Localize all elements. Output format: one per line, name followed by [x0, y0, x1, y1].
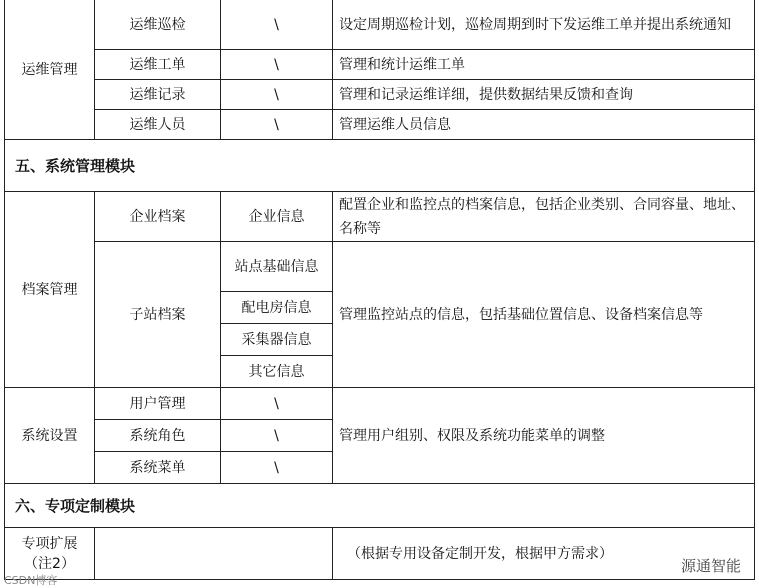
custom-empty-cell: [95, 528, 333, 580]
archive-desc-enterprise: 配置企业和监控点的档案信息，包括企业类别、合同容量、地址、名称等: [333, 192, 755, 242]
archive-sub-station-basic: 站点基础信息: [221, 242, 333, 292]
archive-sub-station-other: 其它信息: [221, 356, 333, 388]
settings-category: 系统设置: [5, 388, 95, 484]
archive-category: 档案管理: [5, 192, 95, 388]
ops-item-workorder: 运维工单: [95, 50, 221, 80]
watermark-logo: 源通智能: [680, 557, 741, 575]
ops-sub-staff: \: [221, 110, 333, 140]
section-title-6: 六、专项定制模块: [5, 484, 755, 528]
table-row: [5, 192, 755, 242]
table-row: [5, 242, 755, 292]
section-title-5: 五、系统管理模块: [5, 140, 755, 192]
settings-item-roles: 系统角色: [95, 420, 221, 452]
archive-sub-station-room: 配电房信息: [221, 292, 333, 324]
archive-desc-station: 管理监控站点的信息，包括基础位置信息、设备档案信息等: [333, 242, 755, 388]
ops-sub-record: \: [221, 80, 333, 110]
ops-desc-record: 管理和记录运维详细，提供数据结果反馈和查询: [333, 80, 755, 110]
archive-item-station: 子站档案: [95, 242, 221, 388]
section-row: [5, 140, 755, 192]
table-row: [5, 528, 755, 580]
table-row: [5, 388, 755, 420]
ops-desc-workorder: 管理和统计运维工单: [333, 50, 755, 80]
archive-sub-enterprise: 企业信息: [221, 192, 333, 242]
settings-item-users: 用户管理: [95, 388, 221, 420]
archive-sub-station-collector: 采集器信息: [221, 324, 333, 356]
watermark-small: CSDN博客: [4, 574, 58, 587]
module-table: [4, 0, 755, 580]
ops-desc-staff: 管理运维人员信息: [333, 110, 755, 140]
section-row: [5, 484, 755, 528]
ops-desc-inspection: 设定周期巡检计划，巡检周期到时下发运维工单并提出系统通知: [333, 0, 755, 50]
settings-item-menu: 系统菜单: [95, 452, 221, 484]
ops-item-record: 运维记录: [95, 80, 221, 110]
settings-desc: 管理用户组别、权限及系统功能菜单的调整: [333, 388, 755, 484]
custom-category: 专项扩展（注2）: [5, 528, 95, 580]
table-row: [5, 80, 755, 110]
table-row: [5, 50, 755, 80]
ops-sub-workorder: \: [221, 50, 333, 80]
ops-item-inspection: 运维巡检: [95, 0, 221, 50]
ops-sub-inspection: \: [221, 0, 333, 50]
table-row: [5, 110, 755, 140]
settings-sub-menu: \: [221, 452, 333, 484]
settings-sub-roles: \: [221, 420, 333, 452]
ops-category: 运维管理: [5, 0, 95, 140]
archive-item-enterprise: 企业档案: [95, 192, 221, 242]
custom-desc: （根据专用设备定制开发，根据甲方需求）: [333, 528, 755, 580]
table-row: [5, 0, 755, 50]
ops-item-staff: 运维人员: [95, 110, 221, 140]
settings-sub-users: \: [221, 388, 333, 420]
